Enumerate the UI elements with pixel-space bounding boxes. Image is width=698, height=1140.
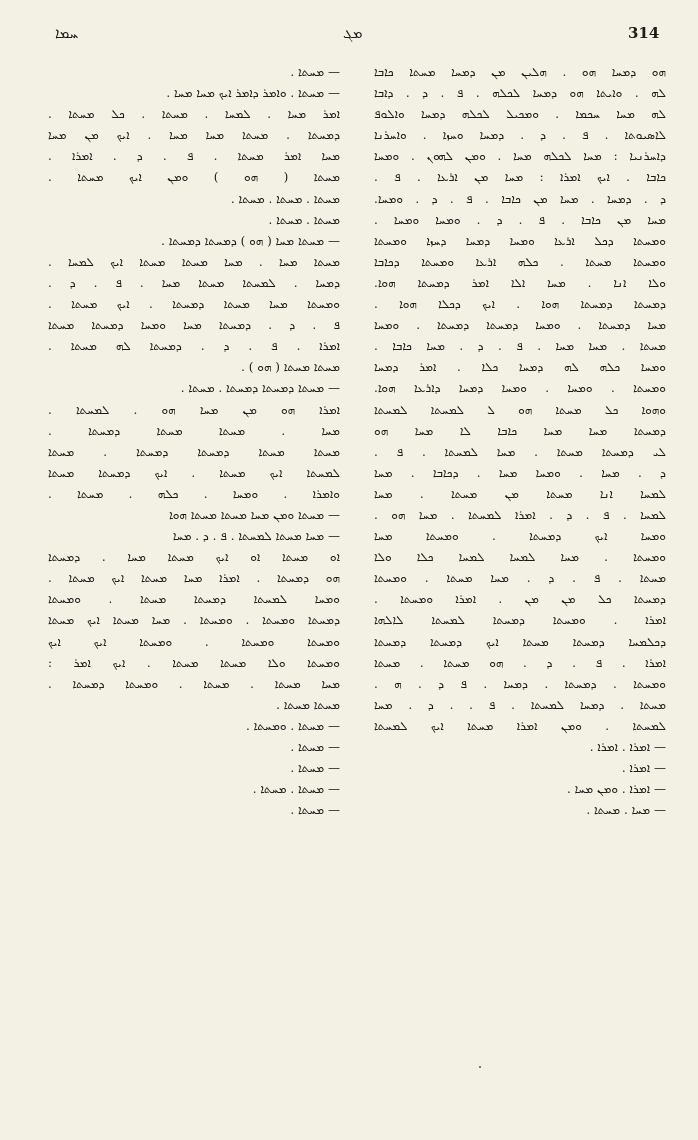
left-column-line: ܡܚܐ . ܡܚܬܐ ܡܚܬܐ ܕܡܚܬܐ . [48,423,340,438]
left-column [48,62,340,821]
running-head-left: ܚܡܐ [55,24,79,42]
right-column-line: ܠܗ . ܘܐܝܬܐ ܗܘ ܕܡܚܐ ܠܟܠܗ . ܦ . ܕ . ܕܐܒܐ [374,86,666,101]
right-column-line: ܡܚܬܐ . ܡܚܐ ܡܚܐ . ܦ . ܕ . ܡܚܐ ܟܐܒܐ . [374,339,666,354]
right-column-line: ܠܝ ܕܡܚܬܐ ܡܚܬܐ . ܡܚܐ ܠܡܚܬܐ . ܦ . [374,444,666,459]
left-column-line: — ܡܚܬܐ . ܘܐܡܪ ܕܐܡܪ ܐܝܟ ܡܚܐ ܡܚܐ . [166,86,340,101]
right-column-line: ܠܐܣܝܘܬܐ . ܦ . ܕ . ܕܡܚܐ ܘܚܙܐ . ܘܐܚܪܢܐ [374,128,666,143]
right-subentry: — ܐܡܪܐ . ܐܡܪܐ . [589,740,666,754]
right-column-line: ܠܡܚܬܐ . ܘܡܢ ܐܡܪܐ ܡܚܬܐ ܐܝܟ ܠܡܚܬܐ [374,718,666,733]
left-column-line: — ܡܚܬܐ ܡܚܐ ( ܗܘ ) ܕܡܚܬܐ ܕܡܚܬܐ . [161,233,340,248]
left-column-line: ܡܚܐ ܐܡܪ ܡܚܬܐ . ܦ . ܕ . ܐܡܪܐ . [48,149,340,164]
left-column-line: — ܡܚܐ ܡܚܬܐ ܠܡܚܬܐ . ܦ . ܕ . ܡܚܐ [172,529,340,544]
left-column-line: ܦ . ܕ . ܕܡܚܬܐ ܡܚܐ ܘܡܚܐ ܕܡܚܬܐ ܡܚܬܐ [48,318,340,333]
page-speck [479,1066,481,1068]
right-column-line: ܠܗ ܡܚܐ ܚܟܡܐ . ܘܡܟܝܠ ܠܟܠܗ ܕܡܚܐ ܘܐܠܘܦ [374,107,666,122]
left-column-line: ܠܡܚܬܐ ܐܝܟ ܡܚܬܐ . ܐܝܟ ܕܡܚܬܐ ܡܚܬܐ [48,465,340,480]
right-column-line: ܡܚܐ ܡܢ ܟܐܒܐ . ܦ . ܕ . ܘܡܚܐ ܘܡܚܐ . [374,212,666,227]
right-column-line: ܗܘ ܕܡܚܐ ܗܘ . ܗܠܝܢ ܡܢ ܕܡܚܐ ܡܚܬܐ ܟܐܒܐ [374,65,666,79]
left-column-line: ܡܚܬܐ . ܡܚܬܐ . [268,212,340,227]
left-column-line: ܘܐܡܪܐ . ܘܡܚܐ . ܟܠܗ . ܡܚܬܐ . [48,486,340,501]
right-column-line: ܐܡܪܐ . ܦ . ܕ . ܗܘ ܡܚܬܐ . ܡܚܬܐ [374,655,666,670]
right-column-line: ܕܐܚܪܢܝܐ : ܡܚܐ ܠܟܠܗ ܡܚܐ . ܘܡܢ ܠܗܘܢ . ܘܡܚܐ [374,149,666,164]
right-column-line: ܠܡܚܐ ܐܢܐ ܡܚܬܐ ܡܢ ܡܚܬܐ . ܡܚܐ [374,486,666,501]
right-column-line: ܕܡܚܬܐ ܡܚܐ ܡܚܐ ܟܐܒܐ ܠܐ ܡܚܐ ܗܘ [374,423,666,438]
right-column-line: ܠܡܚܐ . ܦ . ܕ . ܐܡܪܐ ܠܡܚܬܐ . ܡܚܐ ܗܘ . [374,507,666,522]
right-column-line: ܘܠܐ ܐܢܐ . ܡܚܐ ܐܠܐ ܐܡܪ ܕܡܚܬܐ ܗܘܐ. [374,275,666,290]
left-column-line: ܡܚܬܐ ܡܚܬܐ . [276,697,340,712]
right-column-line: ܘܡܚܐ ܟܠܗ ܠܗ ܕܡܚܐ ܟܠܐ . ܐܡܪ ܕܡܚܐ [374,360,666,375]
left-column-line: ܕܡܚܐ . ܠܡܚܬܐ ܡܚܬܐ ܡܚܐ . ܦ . ܕ . [48,275,340,290]
left-column-line: ܗܘ ܕܡܚܬܐ . ܐܡܪܐ ܡܚܐ ܡܚܬܐ ܐܝܟ ܡܚܬܐ . [48,571,340,586]
left-column-line: — ܡܚܬܐ . [290,65,340,79]
right-column-line: ܕ . ܡܚܐ . ܘܡܚܐ ܡܚܐ . ܕܟܐܒܐ . ܡܚܐ [374,465,666,480]
left-column-line: ܡܚܬܐ ( ܗܘ ) ܘܡܢ ܐܝܟ ܡܚܬܐ . [48,170,340,185]
left-column-line: ܡܚܬܐ . ܡܚܬܐ . ܡܚܬܐ . [230,191,340,206]
right-column-line: ܘܡܚܬܐ . ܡܚܐ ܠܡܚܐ ܠܡܚܐ ܟܠܐ ܘܠܐ [374,550,666,565]
right-column-line: ܘܡܚܬܐ ܕܟܠ ܐܪܥܐ ܘܡܚܐ ܕܡܚܐ ܕܚܙܐ ܘܡܚܬܐ [374,233,666,248]
left-column-line: — ܡܚܬܐ . ܘܡܚܬܐ . [246,718,340,733]
left-column-line: ܘܡܚܬܐ ܡܚܐ ܡܚܬܐ ܕܡܚܬܐ . ܐܝܟ ܡܚܬܐ . [48,297,340,312]
right-column-line: ܡܚܐ ܕܡܚܬܐ . ܘܡܚܐ ܕܡܚܬܐ ܕܡܚܬܐ . ܘܡܚܐ [374,318,666,333]
left-column-line: — ܡܚܬܐ . [290,761,340,776]
right-column-line: ܕ . ܕܡܚܐ . ܡܚܐ ܡܢ ܟܐܒܐ . ܦ . ܕ . ܘܡܚܐ. [374,191,666,206]
page-number: 314 [628,24,660,42]
left-column-line: ܕܡܚܬܐ ܘܡܚܬܐ . ܘܡܚܬܐ . ܡܚܐ ܡܚܬܐ ܐܝܟ ܡܚܬܐ [48,613,340,628]
left-column-line: ܡܚܐ ܡܚܬܐ . ܡܚܬܐ . ܘܡܚܬܐ ܕܡܚܬܐ . [48,676,340,691]
left-column-line: ܡܚܬܐ ܡܚܬܐ ( ܗܘ ) . [241,360,340,375]
left-column-line: ܕܡܚܬܐ . ܡܚܬܐ ܡܚܐ ܡܚܐ . ܐܝܟ ܡܢ ܡܚܐ [48,128,340,143]
left-column-line: — ܡܚܬܐ ܕܡܚܬܐ ܕܡܚܬܐ . ܡܚܬܐ . [180,381,340,396]
right-column-line: ܡܚܬܐ . ܕܡܚܐ ܠܡܚܬܐ . ܦ . . ܕ . ܡܚܐ [374,697,666,712]
right-column-line: ܐܡܪܐ . ܘܡܚܬܐ ܕܡܚܬܐ ܠܡܚܬܐ ܠܐܠܗܐ [374,613,666,628]
right-subentry: — ܡܚܐ . ܡܚܬܐ . [586,803,666,818]
running-head-center: ܡܓ [343,24,363,42]
right-column-line: ܘܡܚܬܐ ܡܚܬܐ . ܟܠܗ ܐܪܥܐ ܘܡܚܬܐ ܕܟܐܒܐ [374,254,666,269]
right-column-line: ܕܟܠܡܚܐ ܕܡܚܬܐ ܡܚܬܐ ܐܝܟ ܕܡܚܬܐ ܕܡܚܬܐ [374,634,666,649]
left-column-line: ܘܡܚܐ ܠܡܚܬܐ ܕܡܚܬܐ ܡܚܬܐ . ܘܡܚܬܐ [48,592,340,607]
right-subentry: — ܐܡܪܐ . ܘܡܢ ܡܚܐ . [567,782,666,797]
left-column-line: ܐܡܪܐ ܗܘ ܡܢ ܡܚܐ ܗܘ . ܠܡܚܬܐ . [48,402,340,417]
left-column-line: — ܡܚܬܐ . [290,803,340,818]
left-column-line: ܐܡܪܐ . ܦ . ܕ . ܕܡܚܬܐ ܠܗ ܡܚܬܐ . [48,339,340,354]
left-column-line: ܘܡܚܬܐ ܘܡܚܬܐ . ܘܡܚܬܐ ܐܝܟ ܐܝܟ [48,634,340,649]
left-column-line: — ܡܚܬܐ . ܡܚܬܐ . [252,782,340,797]
right-column-line: ܘܡܚܬܐ . ܕܡܚܬܐ . ܕܡܚܐ . ܦ ܕ . ܗ . [374,676,666,691]
right-column-line: ܡܚܬܐ . ܦ . ܕ . ܡܚܐ ܡܚܬܐ . ܘܡܚܬܐ [374,571,666,586]
right-column-line: ܟܐܒܐ . ܐܝܟ ܐܡܪܐ : ܡܚܐ ܡܢ ܐܪܥܐ . ܦ . [374,170,666,185]
left-column-line: — ܡܚܬܐ . [290,740,340,754]
right-subentry: — ܐܡܪܐ . [621,761,666,776]
right-column-line: ܕܡܚܬܐ ܕܡܚܬܐ ܗܘܐ . ܐܝܟ ܕܟܠܐ ܗܘܐ . [374,297,666,312]
right-column-line: ܘܡܚܬܐ . ܘܡܚܐ . ܘܡܚܐ ܕܡܚܐ ܕܐܪܥܐ ܗܘܐ. [374,381,666,396]
left-column-line: ܐܘ ܡܚܬܐ ܐܘ ܐܝܟ ܡܚܬܐ ܡܚܐ . ܕܡܚܬܐ [48,550,340,565]
right-column [374,62,666,821]
left-column-line: — ܡܚܬܐ ܘܡܢ ܡܚܐ ܡܚܬܐ ܡܚܬܐ ܗܘܐ [169,507,340,522]
right-column-line: ܕܡܚܬܐ ܟܠ ܡܢ ܡܢ . ܐܡܪܐ ܘܡܚܬܐ . [374,592,666,607]
right-column-line: ܘܗܘܐ ܟܠ ܡܚܬܐ ܗܘ ܠ ܠܡܚܬܐ ܠܡܚܬܐ [374,402,666,417]
right-column-line: ܘܡܚܐ ܐܝܟ ܕܡܚܬܐ . ܘܡܚܬܐ ܡܚܐ [374,529,666,544]
left-column-line: ܡܚܬܐ ܡܚܬܐ ܕܡܚܬܐ ܕܡܚܬܐ . ܡܚܬܐ [48,444,340,459]
left-column-line: ܡܚܬܐ ܡܚܐ . ܡܚܐ ܡܚܬܐ ܡܚܬܐ ܐܝܟ ܠܡܚܐ . [48,254,340,269]
left-column-line: ܐܡܪ ܡܚܐ . ܠܡܚܐ . ܡܚܬܐ . ܟܠ ܡܚܬܐ . [48,107,340,122]
left-column-line: ܘܡܚܬܐ ܘܠܐ ܡܚܬܐ ܡܚܬܐ . ܐܝܟ ܐܡܪ : [48,655,340,670]
